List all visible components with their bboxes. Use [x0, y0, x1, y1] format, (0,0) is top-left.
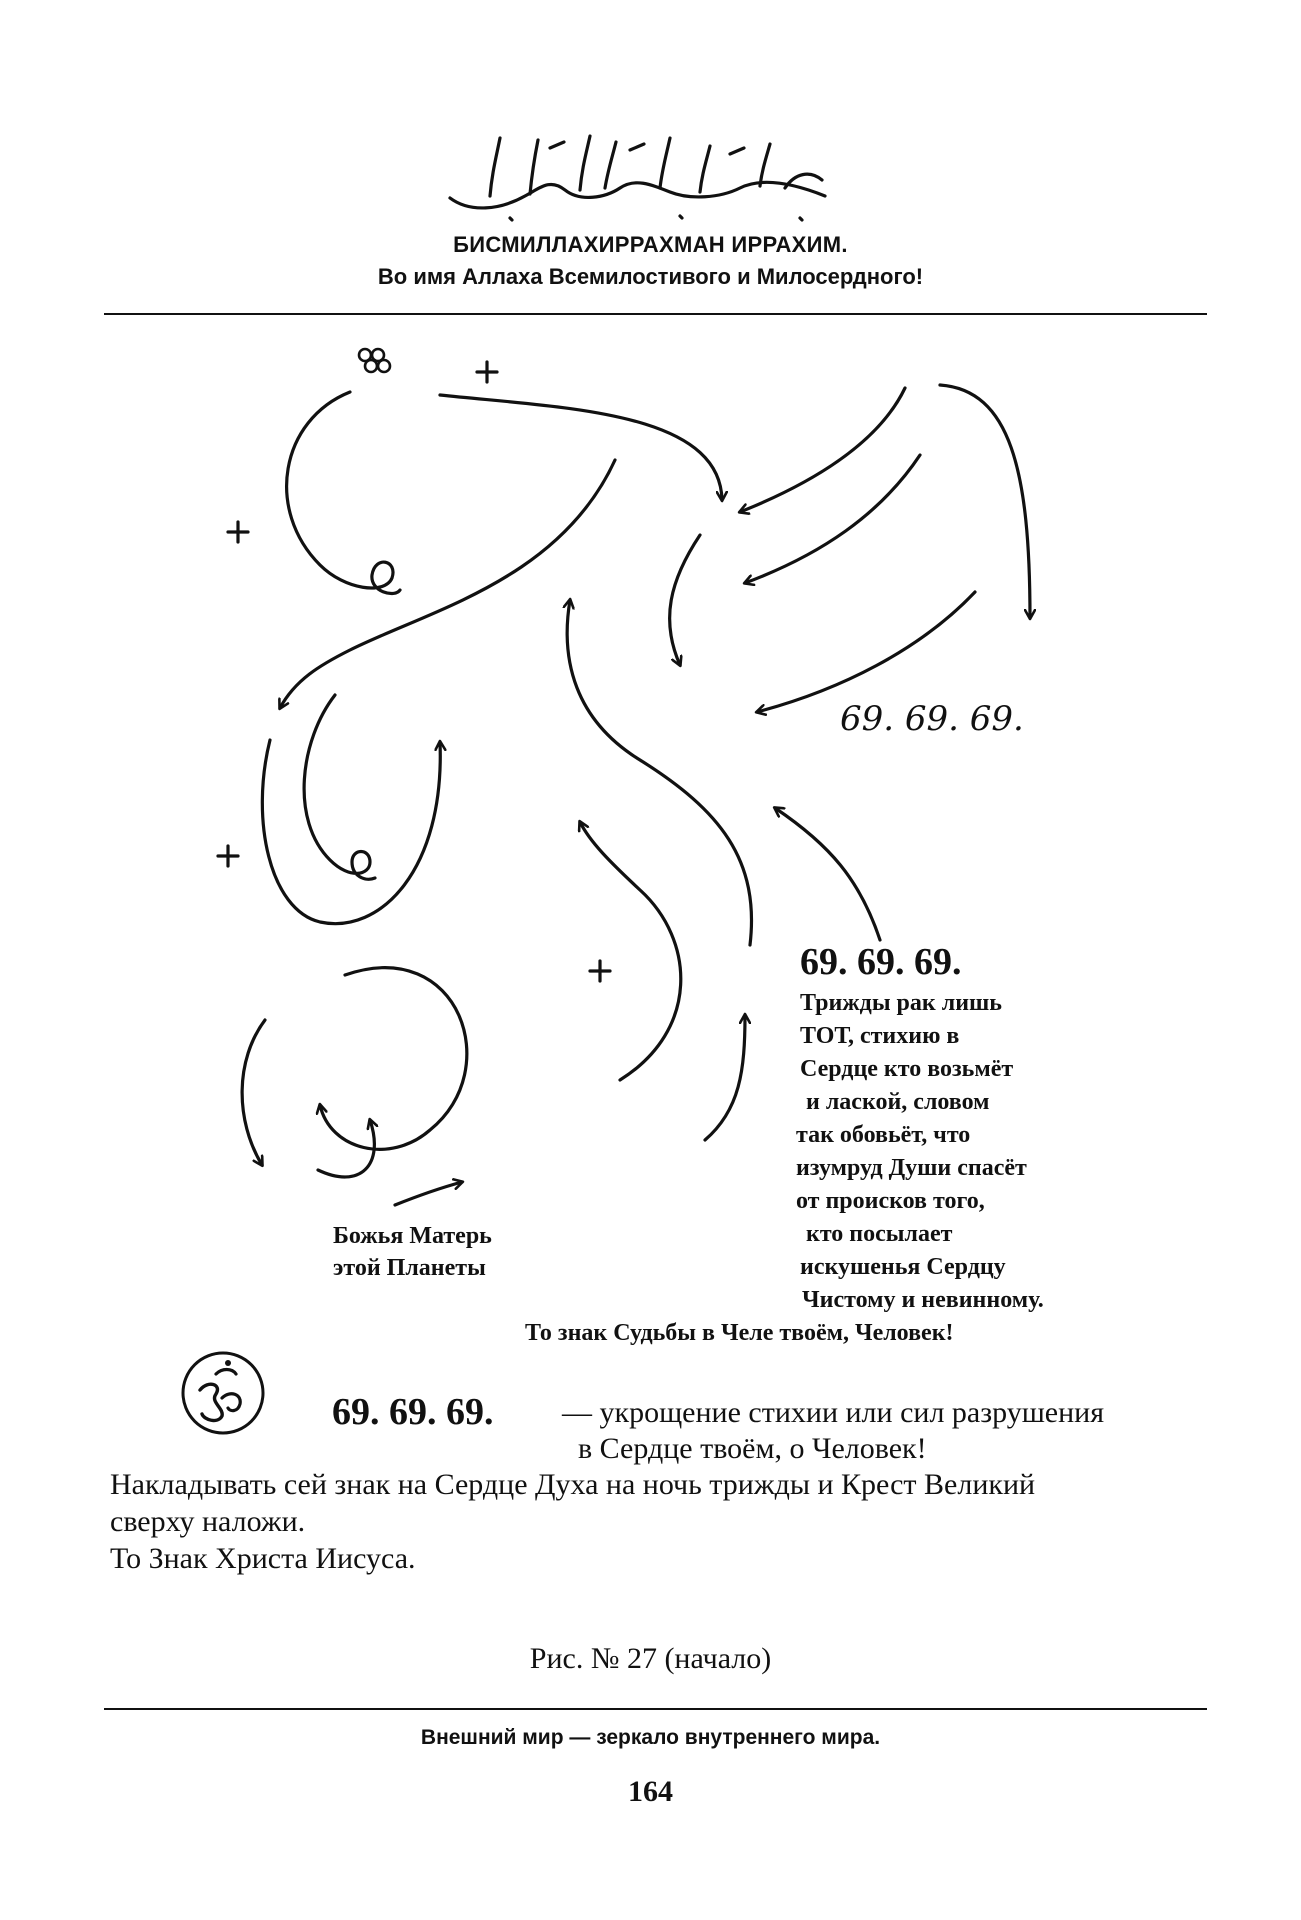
handwritten-numbers: 69. 69. 69. — [840, 699, 1024, 739]
cross-mark — [590, 961, 610, 981]
verse-line: и лаской, словом — [806, 1089, 990, 1115]
bottom-divider — [104, 1708, 1207, 1710]
sign-text-line: — укрощение стихии или сил разрушения — [562, 1396, 1105, 1429]
arrow-curve — [567, 600, 751, 945]
arrow-curve — [280, 460, 615, 708]
page-number: 164 — [628, 1775, 673, 1808]
arrow-curve — [740, 388, 905, 512]
arrow-curve — [940, 385, 1030, 618]
paragraph-line: То Знак Христа Иисуса. — [110, 1542, 416, 1575]
om-symbol — [178, 1348, 268, 1438]
header-subtitle: Во имя Аллаха Всемилостивого и Милосердного! — [377, 264, 924, 289]
mother-caption-line: этой Планеты — [333, 1255, 486, 1281]
arrow-curve — [580, 822, 681, 1080]
top-divider — [104, 313, 1207, 315]
cross-mark — [228, 522, 248, 542]
verse-line: искушенья Сердцу — [800, 1254, 1006, 1280]
paragraph-line: Накладывать сей знак на Сердце Духа на ночь трижды и Крест Великий — [110, 1468, 1036, 1501]
arrow-curve — [242, 1020, 265, 1165]
cross-mark — [218, 846, 238, 866]
header-title: БИСМИЛЛАХИРРАХМАН ИРРАХИМ. — [453, 232, 848, 257]
mother-caption — [333, 1220, 492, 1284]
verse-line: Трижды рак лишь — [800, 990, 1002, 1016]
verse-line: Чистому и невинному. — [802, 1287, 1044, 1313]
arrow-curve — [320, 968, 467, 1150]
verse-line: Сердце кто возьмёт — [800, 1056, 1014, 1082]
arrow-curve — [262, 740, 440, 924]
arrow-curve — [705, 1015, 745, 1140]
arrow-curve — [757, 592, 975, 712]
loop-curve — [287, 392, 400, 594]
arrow-curve — [440, 395, 722, 500]
arrow-curve — [745, 455, 920, 583]
mother-caption-line: Божья Матерь — [333, 1223, 492, 1249]
cross-mark — [477, 362, 497, 382]
bold-numbers: 69. 69. 69. — [800, 941, 962, 983]
loop-curve — [304, 695, 375, 879]
verse-line: ТОТ, стихию в — [800, 1023, 960, 1049]
footer-motto: Внешний мир — зеркало внутреннего мира. — [420, 1726, 881, 1749]
paragraph-line: сверху наложи. — [110, 1505, 306, 1538]
verse-line: кто посылает — [806, 1221, 953, 1247]
arrow-curve — [775, 808, 880, 940]
flower-mark — [359, 349, 390, 372]
arrow-curve — [670, 535, 700, 665]
sign-text-line: в Сердце твоём, о Человек! — [578, 1432, 927, 1465]
verse-line: от происков того, — [796, 1188, 985, 1214]
sign-numbers: 69. 69. 69. — [332, 1391, 494, 1433]
verse-line: То знак Судьбы в Челе твоём, Человек! — [525, 1320, 954, 1346]
verse-line: так обовьёт, что — [796, 1122, 971, 1148]
bismillah-calligraphy — [430, 118, 850, 228]
arrow-curve — [395, 1182, 462, 1205]
verse-line: изумруд Души спасёт — [796, 1155, 1027, 1181]
arrow-diagram — [0, 320, 1301, 1380]
figure-caption: Рис. № 27 (начало) — [529, 1642, 772, 1675]
